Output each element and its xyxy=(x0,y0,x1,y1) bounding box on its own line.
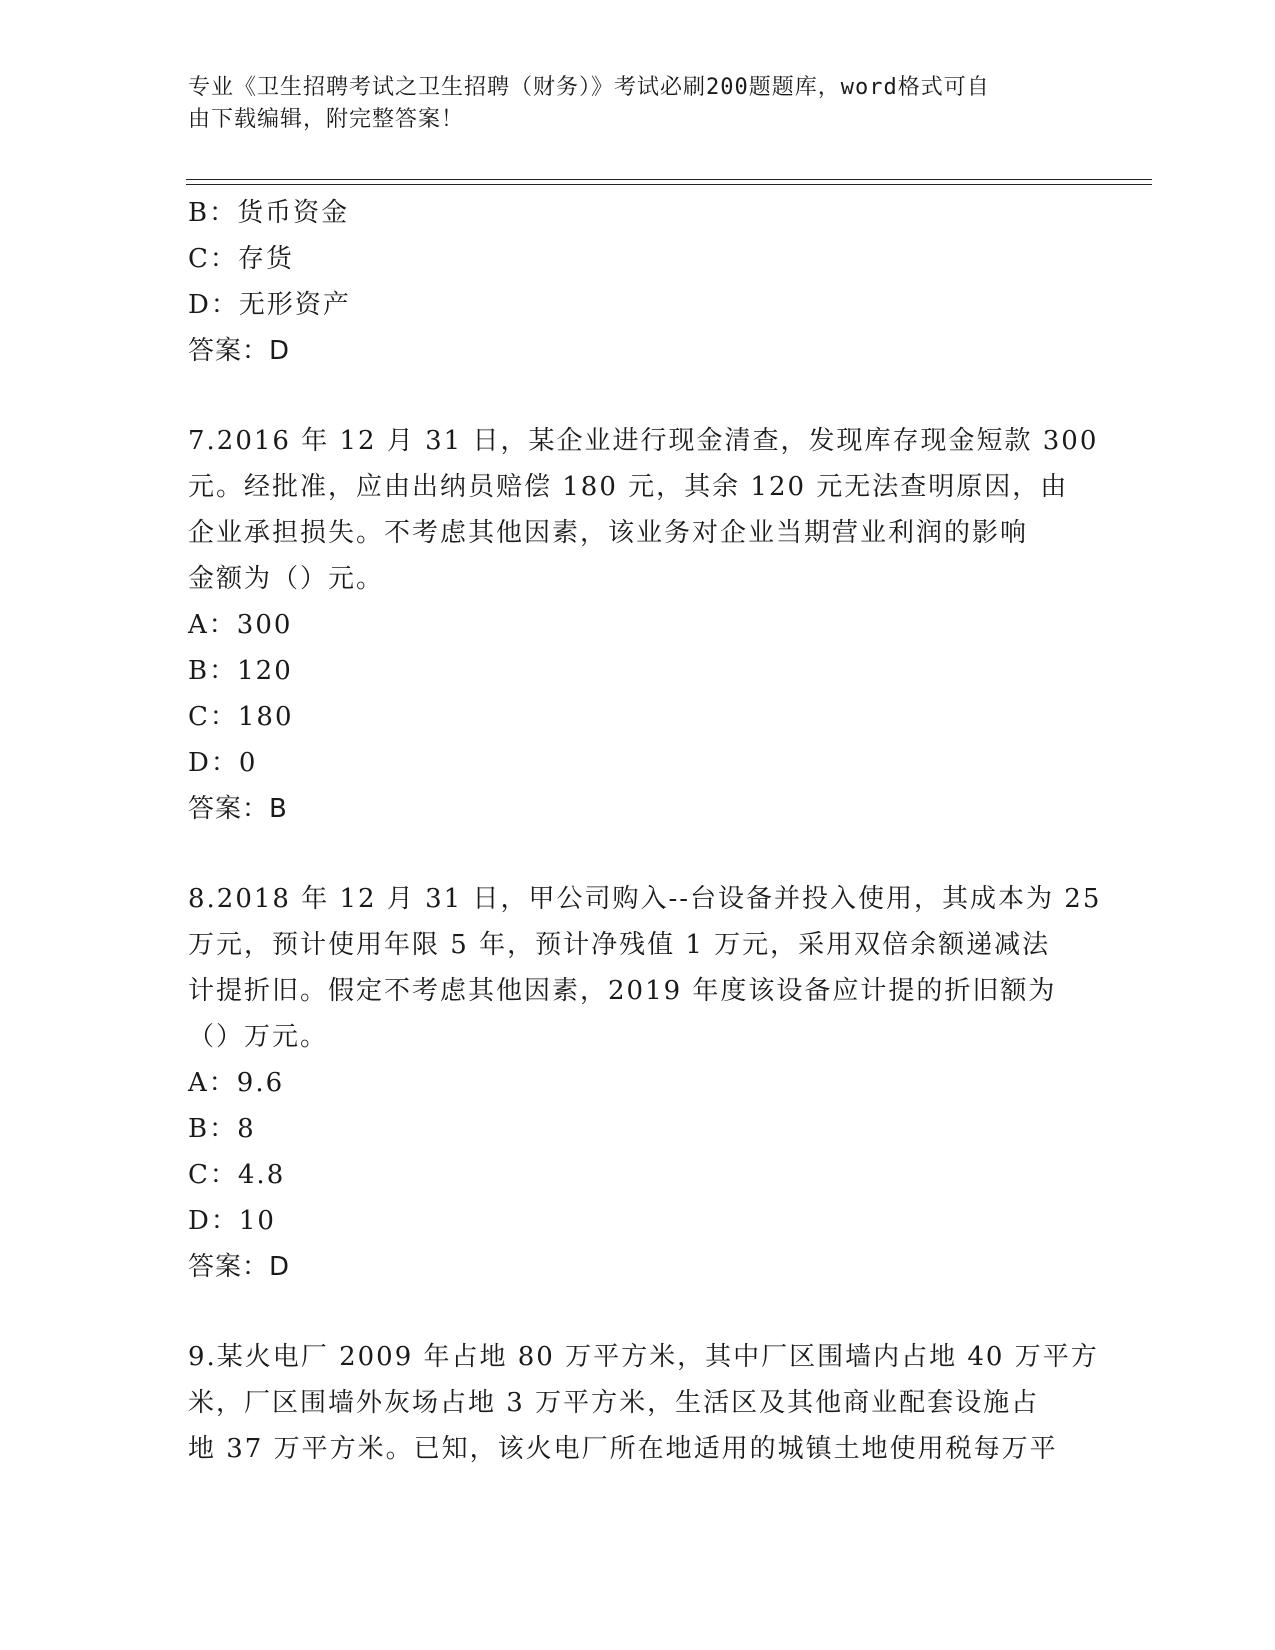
document-body xyxy=(188,190,1102,1472)
header-line-1: 专业《卫生招聘考试之卫生招聘（财务）》考试必刷200题题库，word格式可自 xyxy=(188,75,990,100)
header-divider-bottom xyxy=(186,184,1152,185)
question-stem-line: 计提折旧。假定不考虑其他因素，2019 年度该设备应计提的折旧额为 xyxy=(188,976,1057,1006)
option-d: D：0 xyxy=(188,748,258,778)
question-8 xyxy=(188,876,1102,1290)
answer-line: 答案：D xyxy=(188,336,291,366)
question-stem-line: 米，厂区围墙外灰场占地 3 万平方米，生活区及其他商业配套设施占 xyxy=(188,1388,1040,1418)
question-9 xyxy=(188,1334,1099,1472)
question-7 xyxy=(188,418,1099,832)
answer-line: 答案：D xyxy=(188,1252,291,1282)
question-stem-line: （）万元。 xyxy=(188,1022,329,1052)
question-6-tail xyxy=(188,190,1088,374)
option-c: C：180 xyxy=(188,702,294,732)
answer-line: 答案：B xyxy=(188,794,288,824)
option-a: A：300 xyxy=(188,610,293,640)
option-b: B：120 xyxy=(188,656,293,686)
question-stem-line: 9.某火电厂 2009 年占地 80 万平方米，其中厂区围墙内占地 40 万平方 xyxy=(188,1342,1099,1372)
option-c: C：4.8 xyxy=(188,1160,286,1190)
option-b: B：8 xyxy=(188,1114,256,1144)
question-stem-line: 地 37 万平方米。已知，该火电厂所在地适用的城镇土地使用税每万平 xyxy=(188,1434,1058,1464)
question-stem-line: 7.2016 年 12 月 31 日，某企业进行现金清查，发现库存现金短款 300 xyxy=(188,426,1099,456)
option-b: B：货币资金 xyxy=(188,198,350,228)
option-a: A：9.6 xyxy=(188,1068,285,1098)
header-line-2: 由下载编辑，附完整答案！ xyxy=(188,107,465,132)
question-stem-line: 金额为（）元。 xyxy=(188,564,385,594)
question-stem-line: 8.2018 年 12 月 31 日，甲公司购入--台设备并投入使用，其成本为 25 xyxy=(188,884,1102,914)
question-stem-line: 万元，预计使用年限 5 年，预计净残值 1 万元，采用双倍余额递减法 xyxy=(188,930,1051,960)
header-divider-top xyxy=(186,179,1152,180)
option-d: D：10 xyxy=(188,1206,276,1236)
question-stem-line: 企业承担损失。不考虑其他因素，该业务对企业当期营业利润的影响 xyxy=(188,518,1029,548)
option-c: C：存货 xyxy=(188,244,294,274)
option-d: D：无形资产 xyxy=(188,290,351,320)
question-stem-line: 元。经批准，应由出纳员赔偿 180 元，其余 120 元无法查明原因，由 xyxy=(188,472,1069,502)
document-header xyxy=(188,72,1068,136)
